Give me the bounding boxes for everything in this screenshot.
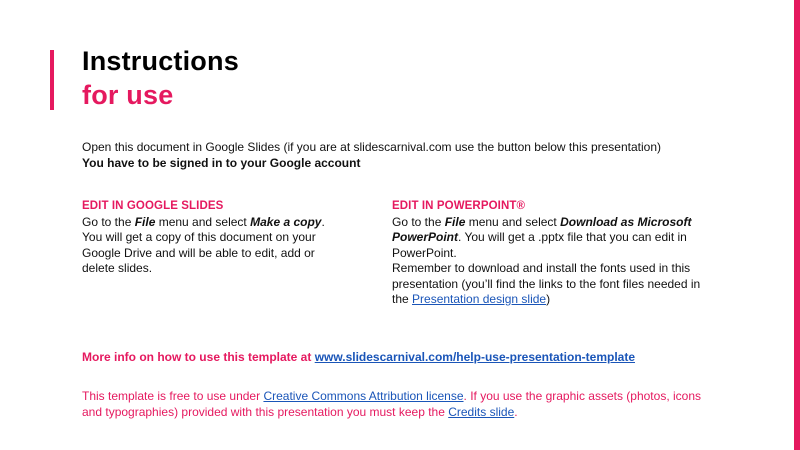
powerpoint-text: Go to the	[392, 214, 445, 229]
title-block	[82, 44, 239, 112]
intro-line1: Open this document in Google Slides (if you are at slidescarnival.com use the button below this presentation)	[82, 140, 661, 154]
powerpoint-text: menu and select	[465, 214, 561, 229]
accent-bar-left	[50, 50, 54, 110]
powerpoint-text: . You will get a .pptx file that you can edit in PowerPoint.	[392, 230, 687, 260]
license-segment: This template is free to use under	[82, 389, 264, 403]
accent-bar-right	[794, 0, 800, 450]
powerpoint-heading: EDIT IN POWERPOINT®	[392, 200, 526, 212]
credits-slide-link[interactable]: Credits slide	[448, 405, 515, 419]
title-instructions: Instructions	[82, 46, 239, 76]
file-menu-label: File	[134, 214, 156, 229]
title-for-use: for use	[82, 80, 174, 110]
intro-text	[82, 139, 722, 171]
license-segment: .	[514, 405, 518, 419]
file-menu-label: File	[444, 214, 466, 229]
help-url-link[interactable]: www.slidescarnival.com/help-use-presentation-template	[314, 350, 635, 364]
google-slides-heading: EDIT IN GOOGLE SLIDES	[82, 200, 224, 212]
google-slides-text: You will get a copy of this document on your Google Drive and will be able to edit, add or delete slides.	[82, 230, 316, 275]
google-slides-text: Go to the	[82, 214, 135, 229]
google-slides-body	[82, 215, 347, 277]
powerpoint-body	[392, 215, 710, 262]
make-copy-label: Make a copy	[250, 214, 322, 229]
download-pptx-label: Download as Microsoft PowerPoint	[392, 214, 692, 244]
license-segment: . If you use the graphic assets (photos, icons and typographies) provided with this presentation you must keep the	[82, 389, 701, 419]
intro-signin-note: You have to be signed in to your Google account	[82, 156, 361, 170]
license-text	[82, 388, 722, 420]
powerpoint-text: Remember to download and install the fonts used in this presentation (you’ll find the links to the font files needed in the	[392, 261, 701, 306]
more-info	[82, 349, 635, 365]
presentation-design-slide-link[interactable]: Presentation design slide	[412, 292, 547, 306]
powerpoint-section	[392, 199, 710, 308]
google-slides-text: .	[321, 214, 325, 229]
google-slides-text: menu and select	[155, 214, 251, 229]
powerpoint-text: )	[546, 292, 551, 306]
powerpoint-fonts-note	[392, 261, 710, 308]
more-info-label: More info on how to use this template at	[82, 350, 315, 364]
cc-license-link[interactable]: Creative Commons Attribution license	[263, 389, 464, 403]
google-slides-section	[82, 199, 347, 277]
